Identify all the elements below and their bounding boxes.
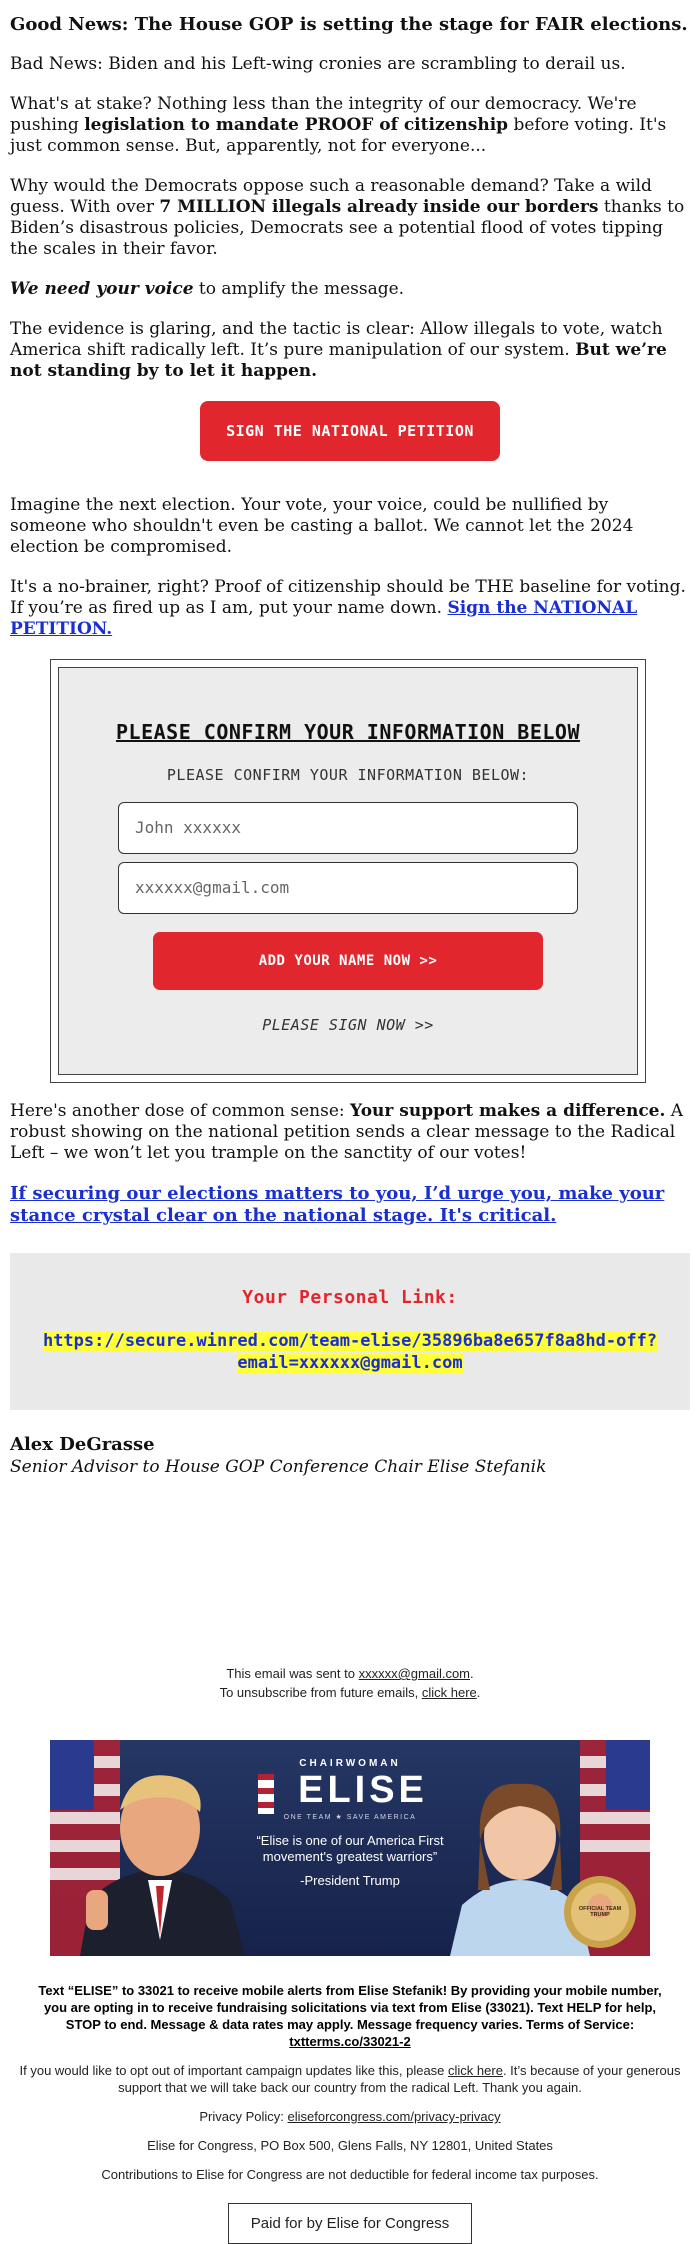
campaign-banner[interactable]	[50, 1740, 650, 1956]
voice-paragraph: We need your voice to amplify the message.	[10, 279, 405, 299]
nobrainer-paragraph: It's a no-brainer, right? Proof of citizenship should be THE baseline for voting. If you’re as fired up as I am, put your name down. Sign the NATIONAL PETITION.	[10, 577, 686, 639]
banner-tagline: ONE TEAM ★ SAVE AMERICA	[283, 1814, 417, 1821]
after-form	[10, 1101, 690, 1227]
banner-text-block	[240, 1758, 460, 1888]
voice-emphasis: We need your voice	[10, 279, 194, 299]
imagine-paragraph: Imagine the next election. Your vote, your voice, could be nullified by someone who shouldn't even be casting a ballot. We cannot let the 2024 election be compromised.	[10, 495, 634, 557]
email-body	[10, 0, 690, 2244]
sent-to-notice: This email was sent to xxxxxx@gmail.com. To unsubscribe from future emails, click here.	[219, 1666, 481, 1700]
sign-now-link[interactable]: PLEASE SIGN NOW >>	[262, 1016, 434, 1034]
call-to-action-link[interactable]: If securing our elections matters to you, I’d urge you, make your stance crystal clear on the national stage. It's critical.	[10, 1183, 665, 1226]
signature-name: Alex DeGrasse	[10, 1434, 155, 1455]
mailing-address: Elise for Congress, PO Box 500, Glens Falls, NY 12801, United States	[147, 2138, 553, 2153]
tax-disclaimer: Contributions to Elise for Congress are not deductible for federal income tax purposes.	[101, 2167, 599, 2182]
evidence-paragraph: The evidence is glaring, and the tactic is clear: Allow illegals to vote, watch America shift radically left. It’s pure manipulation of our system. But we’re not standing by to let it happen.	[10, 319, 667, 381]
banner-kicker: CHAIRWOMAN	[299, 1758, 401, 1769]
support-emphasis: Your support makes a difference.	[350, 1101, 666, 1121]
paid-for-box: Paid for by Elise for Congress	[228, 2203, 472, 2244]
privacy-policy-link[interactable]: eliseforcongress.com/privacy-privacy	[287, 2109, 501, 2124]
personal-link-url[interactable]: https://secure.winred.com/team-elise/35896ba8e657f8a8hd-off?email=xxxxxx@gmail.com	[42, 1331, 658, 1373]
evidence-emphasis: But we’re not standing by to let it happen.	[10, 340, 667, 381]
banner-attribution: -President Trump	[300, 1873, 400, 1888]
sign-petition-button[interactable]: SIGN THE NATIONAL PETITION	[200, 401, 500, 461]
email-input[interactable]: xxxxxx@gmail.com	[118, 862, 578, 914]
recipient-email-link[interactable]: xxxxxx@gmail.com	[358, 1666, 471, 1681]
petition-form	[50, 659, 646, 1083]
signature-title: Senior Advisor to House GOP Conference Chair Elise Stefanik	[10, 1457, 547, 1477]
privacy-policy: Privacy Policy: eliseforcongress.com/privacy-privacy	[199, 2109, 501, 2124]
bad-news-paragraph: Bad News: Biden and his Left-wing cronies are scrambling to derail us.	[10, 54, 626, 74]
unsubscribe-link[interactable]: click here	[421, 1685, 477, 1700]
personal-link-label: Your Personal Link:	[242, 1287, 458, 1308]
optout-notice: If you would like to opt out of important campaign updates like this, please click here. It’s because of your generous support that we will take back our country from the radical Left. Thank you again.	[19, 2063, 681, 2095]
name-input[interactable]: John xxxxxx	[118, 802, 578, 854]
support-paragraph: Here's another dose of common sense: Your support makes a difference. A robust showing on the national petition sends a clear message to the Radical Left – we won’t let you trample on the sanctity of our votes!	[10, 1101, 684, 1163]
sms-disclaimer: Text “ELISE” to 33021 to receive mobile alerts from Elise Stefanik! By providing your mobile number, you are opting in to receive fundraising solicitations via text from Elise (33021). Text HELP for help, STOP to end. Message & data rates may apply. Message frequency varies. Terms of Service: txtterms.co/33021-2	[38, 1983, 662, 2049]
headline: Good News: The House GOP is setting the stage for FAIR elections.	[10, 14, 688, 35]
stake-paragraph: What's at stake? Nothing less than the integrity of our democracy. We're pushing legislation to mandate PROOF of citizenship before voting. It's just common sense. But, apparently, not for everyone...	[10, 94, 667, 156]
why-paragraph: Why would the Democrats oppose such a reasonable demand? Take a wild guess. With over 7 MILLION illegals already inside our borders thanks to Biden’s disastrous policies, Democrats see a potential flood of votes tipping the scales in their favor.	[10, 176, 685, 259]
form-title: PLEASE CONFIRM YOUR INFORMATION BELOW	[115, 720, 581, 744]
seal-label: OFFICIAL TEAM TRUMP	[578, 1906, 622, 1918]
sign-petition-link[interactable]: Sign the NATIONAL PETITION.	[10, 598, 638, 639]
footer	[10, 1664, 690, 2244]
petition-button-wrap	[10, 401, 690, 461]
banner-quote: “Elise is one of our America First movement's greatest warriors”	[256, 1833, 444, 1864]
banner-name: ELISE	[298, 1769, 428, 1811]
petition-form-panel	[58, 667, 638, 1075]
personal-link-box	[10, 1253, 690, 1410]
sms-terms-link[interactable]: txtterms.co/33021-2	[289, 2034, 411, 2049]
stake-emphasis: legislation to mandate PROOF of citizenship	[84, 115, 509, 135]
form-subtitle: PLEASE CONFIRM YOUR INFORMATION BELOW:	[166, 766, 530, 784]
optout-link[interactable]: click here	[448, 2063, 503, 2078]
add-name-button[interactable]: ADD YOUR NAME NOW >>	[153, 932, 543, 990]
why-emphasis: 7 MILLION illegals already inside our borders	[159, 197, 599, 217]
